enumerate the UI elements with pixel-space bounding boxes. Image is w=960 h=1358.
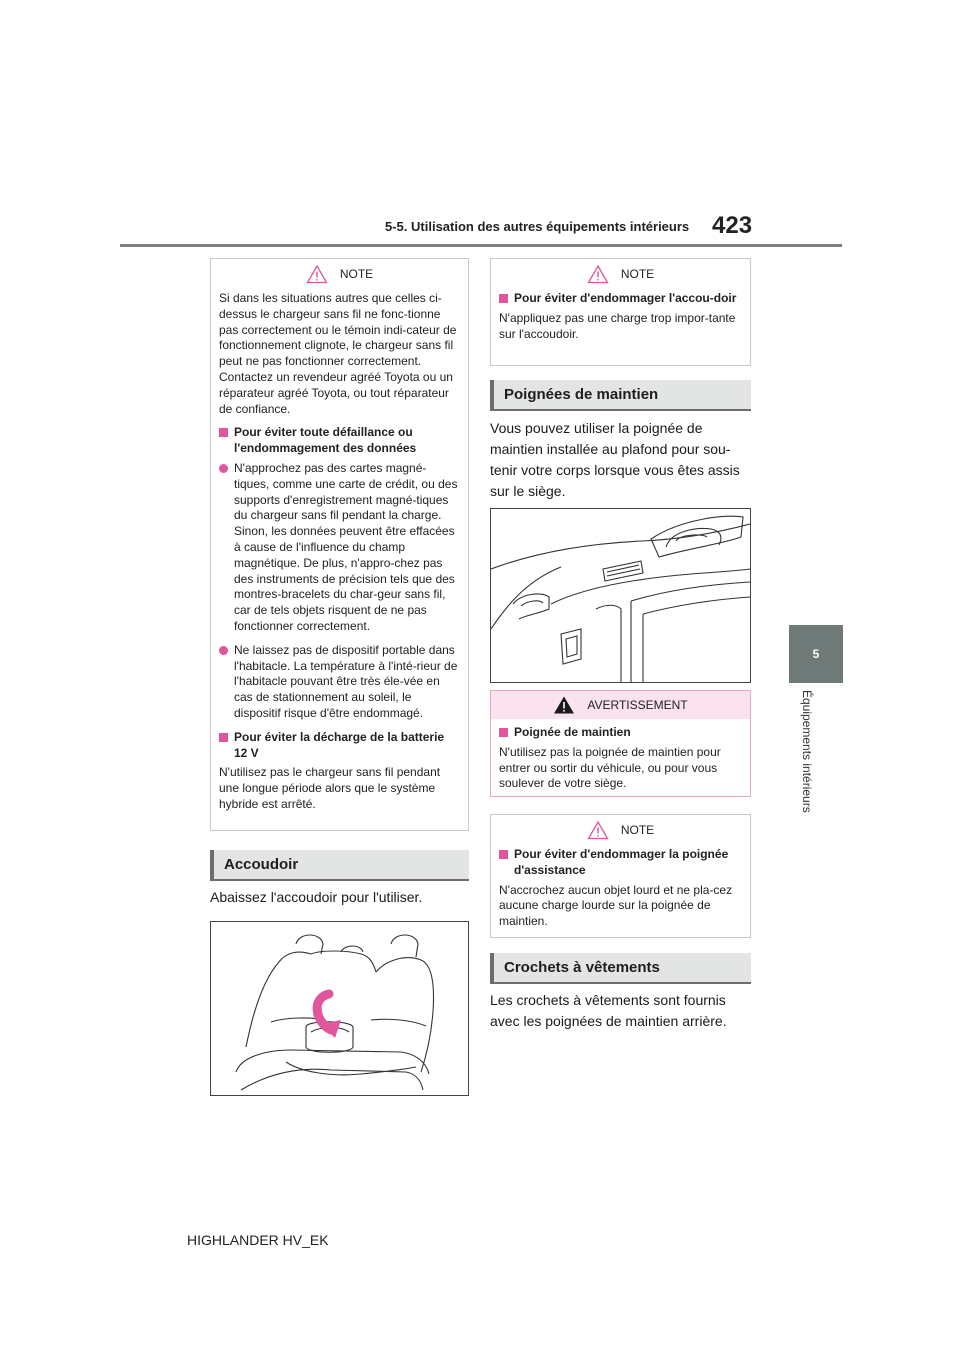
subheading-text: Pour éviter la décharge de la batterie 12 V xyxy=(234,729,445,760)
caution-triangle-icon xyxy=(306,264,328,284)
warning-box-grab-handle xyxy=(490,690,751,797)
note-box-armrest xyxy=(490,258,751,366)
chapter-tab xyxy=(789,625,843,683)
note-subheading xyxy=(219,730,460,762)
square-bullet-icon xyxy=(499,728,508,737)
page-number: 423 xyxy=(712,212,753,239)
note-text: N'appliquez pas une charge trop impor-tante sur l'accoudoir. xyxy=(499,310,736,341)
chapter-number: 5 xyxy=(812,647,820,661)
section-heading-crochets: Crochets à vêtements xyxy=(490,953,751,984)
note-text: N'accrochez aucun objet lourd et ne pla-cez aucune charge lourde sur la poignée de maintien. xyxy=(499,882,733,929)
chapter-tab-label xyxy=(800,690,820,840)
bullet-text: Ne laissez pas de dispositif portable dans l'habitacle. La température à l'inté-rieur de l'habitacle pouvant être très éle-vée en cas de stationnement au soleil, le dispositif risque d'être endommagé. xyxy=(234,642,458,720)
square-bullet-icon xyxy=(219,428,228,437)
header-rule xyxy=(120,244,842,247)
poignees-text: Vous pouvez utiliser la poignée de maintien installée au plafond pour sou-tenir votre corps lorsque vous êtes assis sur le siège. xyxy=(490,420,740,499)
caution-triangle-icon xyxy=(587,264,609,284)
note-text: N'utilisez pas le chargeur sans fil pendant une longue période alors que le système hybride est arrêté. xyxy=(219,765,441,811)
running-header-title: 5-5. Utilisation des autres équipements intérieurs xyxy=(385,219,690,234)
note-subheading xyxy=(499,847,742,879)
footer-model: HIGHLANDER HV_EK xyxy=(187,1232,329,1248)
note-bullet xyxy=(219,461,460,635)
bullet-text: N'approchez pas des cartes magné-tiques, comme une carte de crédit, ou des supports d'enregistrement magné-tiques du chargeur sans fil pendant la charge. Sinon, les données peuvent être effacées à cause de l'influence du champ magnétique. De plus, n'appro-chez pas des instruments de précision tels que des montres-bracelets du char-geur sans fil, car de tels objets risquent de ne pas fonctionner correctement. xyxy=(234,460,458,633)
accoudoir-text: Abaissez l'accoudoir pour l'utiliser. xyxy=(210,889,423,905)
note-header xyxy=(491,261,750,287)
crochets-text: Les crochets à vêtements sont fournis avec les poignées de maintien arrière. xyxy=(490,992,727,1029)
subheading-text: Poignée de maintien xyxy=(514,725,631,739)
square-bullet-icon xyxy=(499,294,508,303)
warning-text: N'utilisez pas la poignée de maintien pour entrer ou sortir du véhicule, ou pour vous soulever de votre siège. xyxy=(499,744,721,791)
section-heading-accoudoir: Accoudoir xyxy=(210,850,469,881)
subheading-text: Pour éviter d'endommager l'accou-doir xyxy=(514,291,737,305)
note-heading: NOTE xyxy=(339,267,374,281)
note-box-grab-handle xyxy=(490,814,751,938)
warning-header xyxy=(491,691,750,719)
round-bullet-icon xyxy=(219,646,228,655)
note-heading: NOTE xyxy=(620,267,655,281)
armrest-illustration xyxy=(210,921,469,1096)
note-heading: NOTE xyxy=(620,823,655,837)
note-subheading xyxy=(219,425,460,457)
square-bullet-icon xyxy=(499,850,508,859)
subheading-text: Pour éviter d'endommager la poignée d'assistance xyxy=(514,847,729,877)
section-heading-poignees: Poignées de maintien xyxy=(490,380,751,411)
note-subheading xyxy=(499,291,742,307)
grab-handle-illustration xyxy=(490,508,751,683)
note-bullet xyxy=(219,643,460,722)
note-header xyxy=(491,817,750,843)
note-box-wireless-charger xyxy=(210,258,469,831)
note-header xyxy=(211,261,468,287)
warning-subheading xyxy=(499,725,742,741)
warning-triangle-icon xyxy=(553,695,575,715)
caution-triangle-icon xyxy=(587,820,609,840)
round-bullet-icon xyxy=(219,464,228,473)
warning-heading: AVERTISSEMENT xyxy=(587,698,688,712)
subheading-text: Pour éviter toute défaillance ou l'endommagement des données xyxy=(234,425,417,456)
note-intro: Si dans les situations autres que celles ci-dessus le chargeur sans fil ne fonc-tionne pas correctement ou le témoin indi-cateur de fonctionnement clignote, le chargeur sans fil peut ne pas fonctionner correctement. Contactez un revendeur agréé Toyota ou un réparateur agréé Toyota, ou tout réparateur de confiance. xyxy=(219,291,457,416)
chapter-title: Équipements intérieurs xyxy=(800,690,814,813)
square-bullet-icon xyxy=(219,733,228,742)
